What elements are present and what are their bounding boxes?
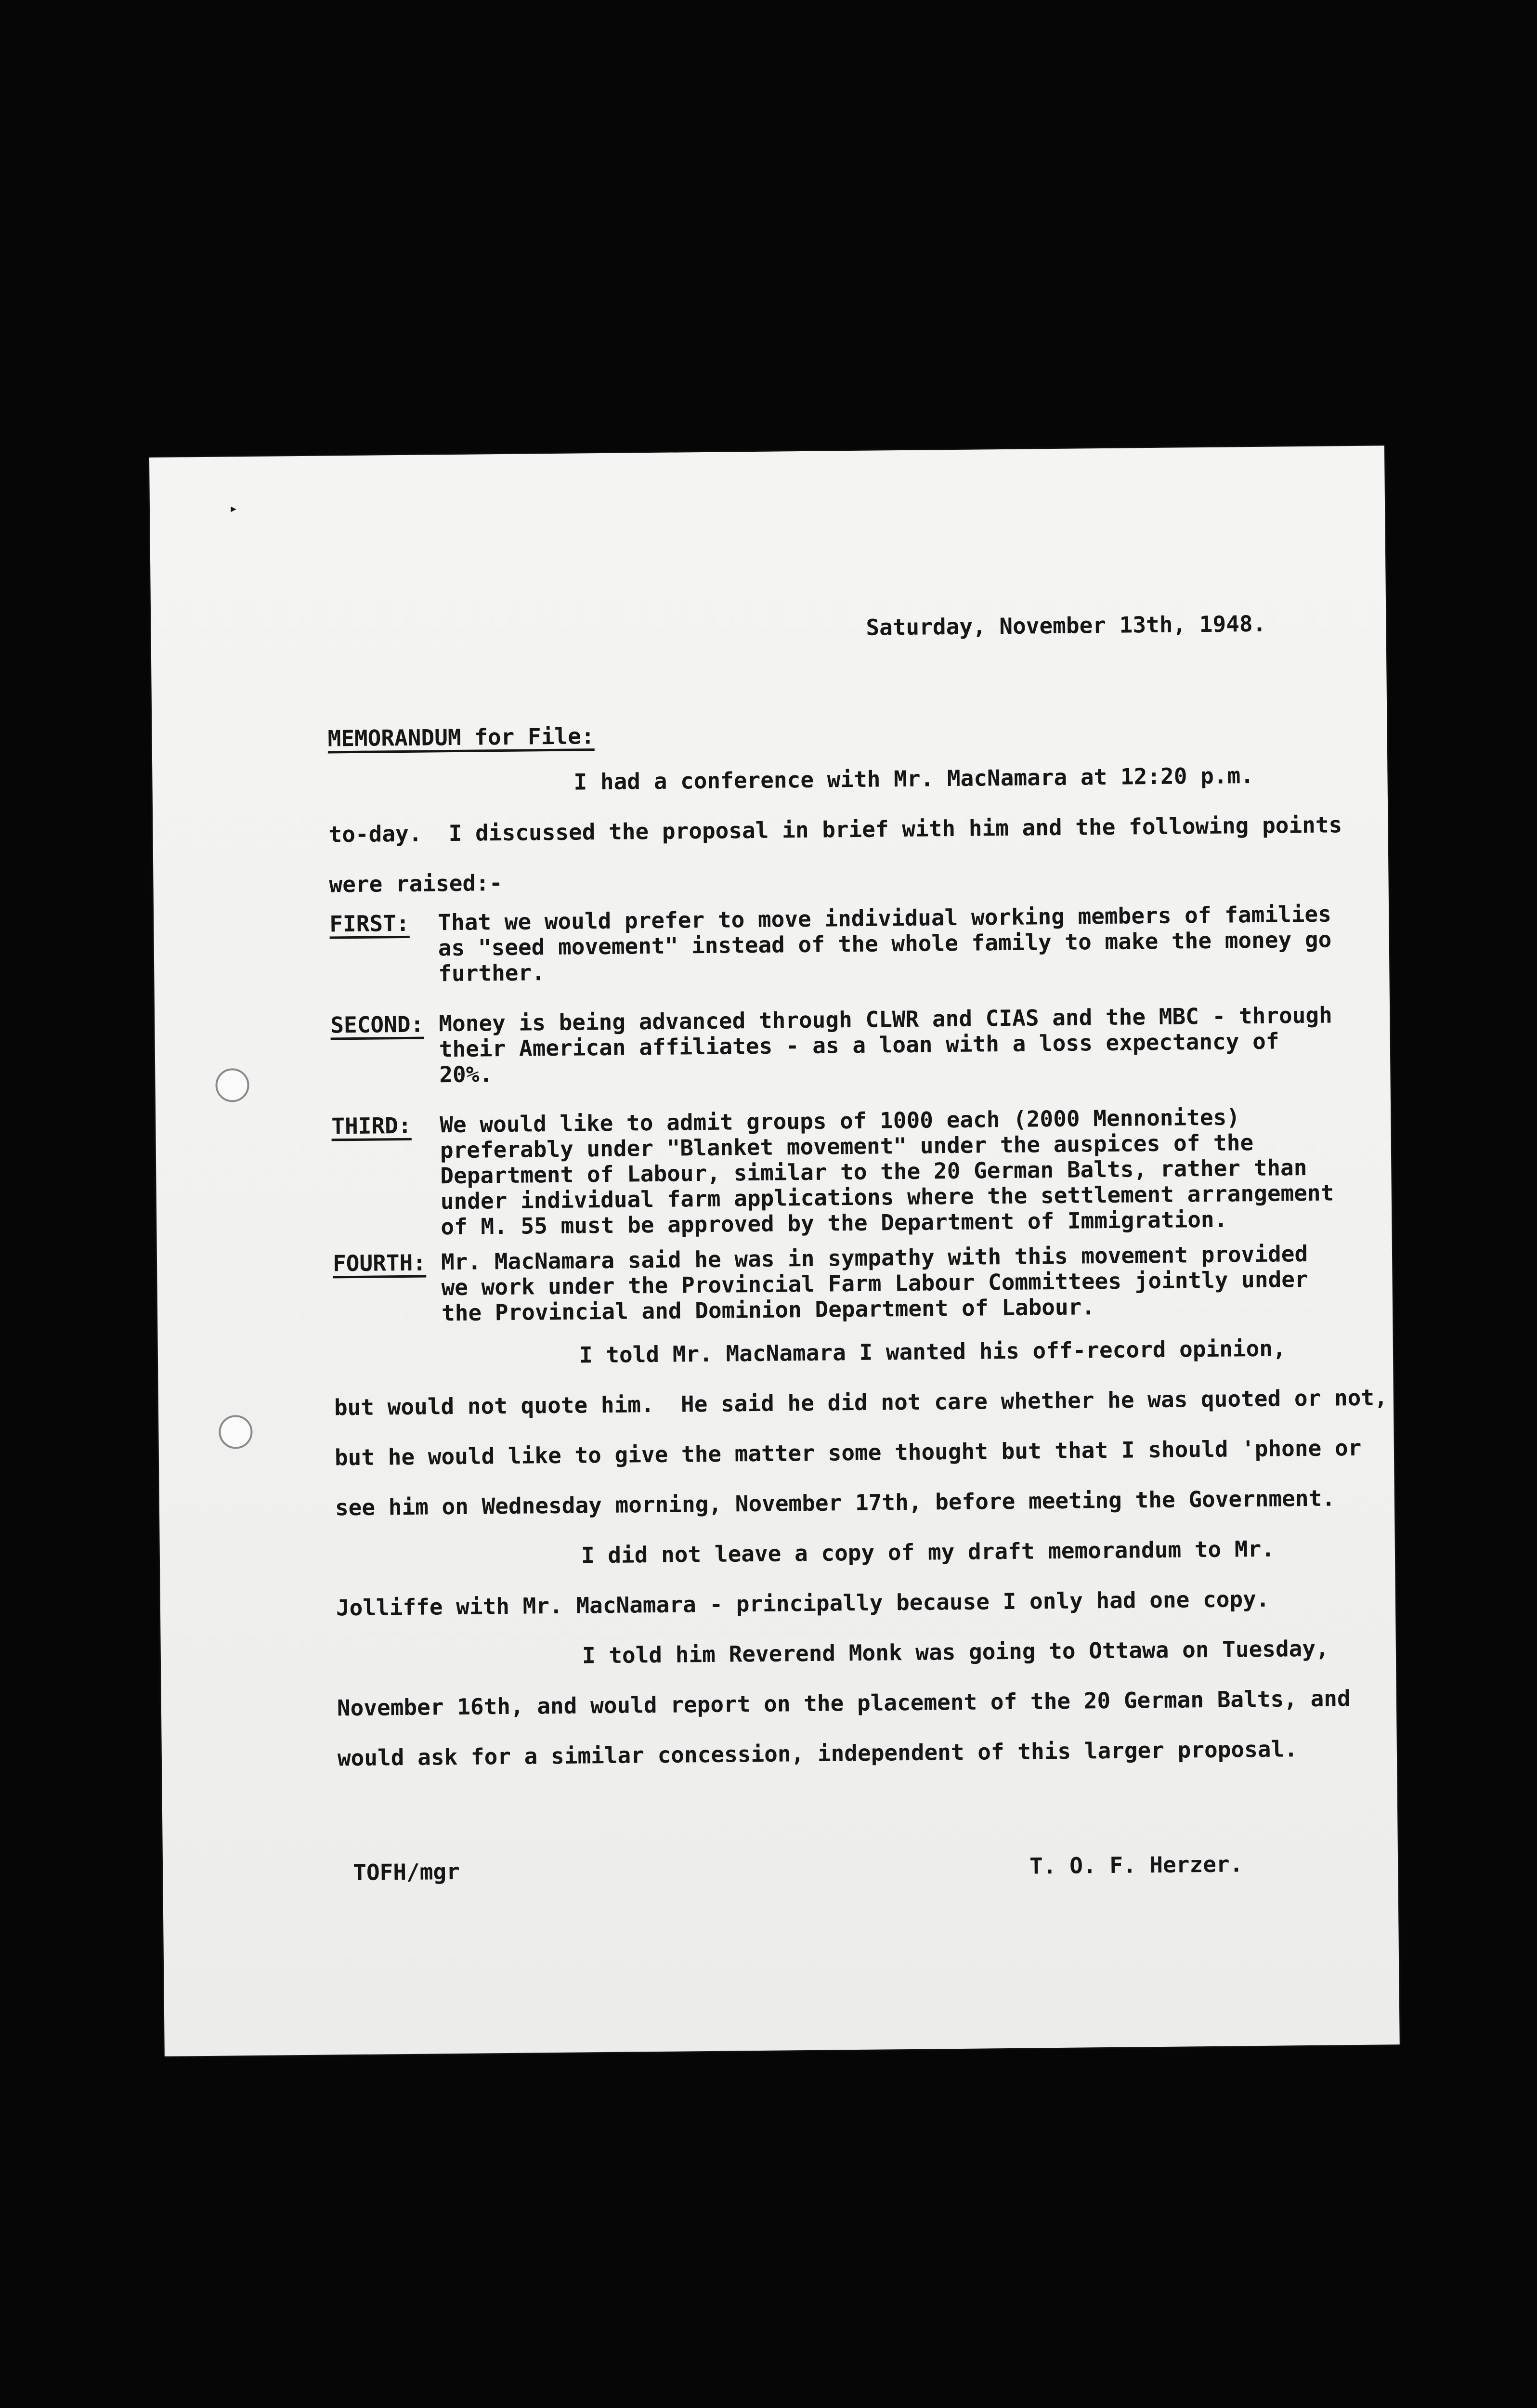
memo-date: Saturday, November 13th, 1948.	[866, 610, 1266, 641]
intro-line-1: I had a conference with Mr. MacNamara at 12:20 p.m.	[573, 762, 1254, 795]
punch-hole-lower	[219, 1415, 253, 1449]
para2-line-4: see him on Wednesday morning, November 17th, before meeting the Government.	[335, 1485, 1336, 1521]
point-label: FIRST:	[329, 910, 410, 937]
point-label: SECOND:	[330, 1011, 424, 1038]
para2-line-1: I told Mr. MacNamara I wanted his off-record opinion,	[579, 1335, 1286, 1368]
para2-line-2: but would not quote him. He said he did not care whether he was quoted or not,	[334, 1384, 1388, 1421]
point-text: We would like to admit groups of 1000 each (2000 Mennonites) preferably under "Blanket movement" under the auspices of the Department of Labour, similar to the 20 German Balts, rather than under individual farm applications where the settlement arrangement of M. 55 must be approved by the Department of Immigration.	[440, 1104, 1334, 1240]
typist-initials: TOFH/mgr	[352, 1858, 460, 1886]
punch-hole-upper	[215, 1068, 249, 1102]
point-text: Money is being advanced through CLWR and CIAS and the MBC - through their American affiliates - as a loan with a loss expectancy of 20%.	[439, 1002, 1333, 1088]
para4-line-1: I told him Reverend Monk was going to Ottawa on Tuesday,	[582, 1635, 1329, 1669]
point-label: FOURTH:	[332, 1249, 427, 1277]
memo-heading: MEMORANDUM for File:	[327, 723, 595, 752]
para4-line-3: would ask for a similar concession, independent of this larger proposal.	[337, 1736, 1298, 1771]
point-text: That we would prefer to move individual working members of families as "seed movement" instead of the whole family to make the money go further.	[438, 901, 1332, 987]
point-label: THIRD:	[331, 1112, 412, 1139]
para2-line-3: but he would like to give the matter some thought but that I should 'phone or	[334, 1434, 1362, 1471]
para4-line-2: November 16th, and would report on the placement of the 20 German Balts, and	[337, 1685, 1351, 1721]
signature: T. O. F. Herzer.	[1029, 1851, 1243, 1879]
para3-line-1: I did not leave a copy of my draft memorandum to Mr.	[581, 1535, 1275, 1569]
point-text: Mr. MacNamara said he was in sympathy with this movement provided we work under the Provincial Farm Labour Committees jointly under the Provincial and Dominion Department of Labour.	[441, 1240, 1308, 1326]
corner-mark: ▸	[229, 500, 238, 517]
intro-line-3: were raised:-	[329, 870, 503, 898]
para3-line-2: Jolliffe with Mr. MacNamara - principally because I only had one copy.	[336, 1585, 1270, 1621]
intro-line-2: to-day. I discussed the proposal in brief with him and the following points	[328, 811, 1342, 848]
memo-page	[149, 445, 1400, 2056]
